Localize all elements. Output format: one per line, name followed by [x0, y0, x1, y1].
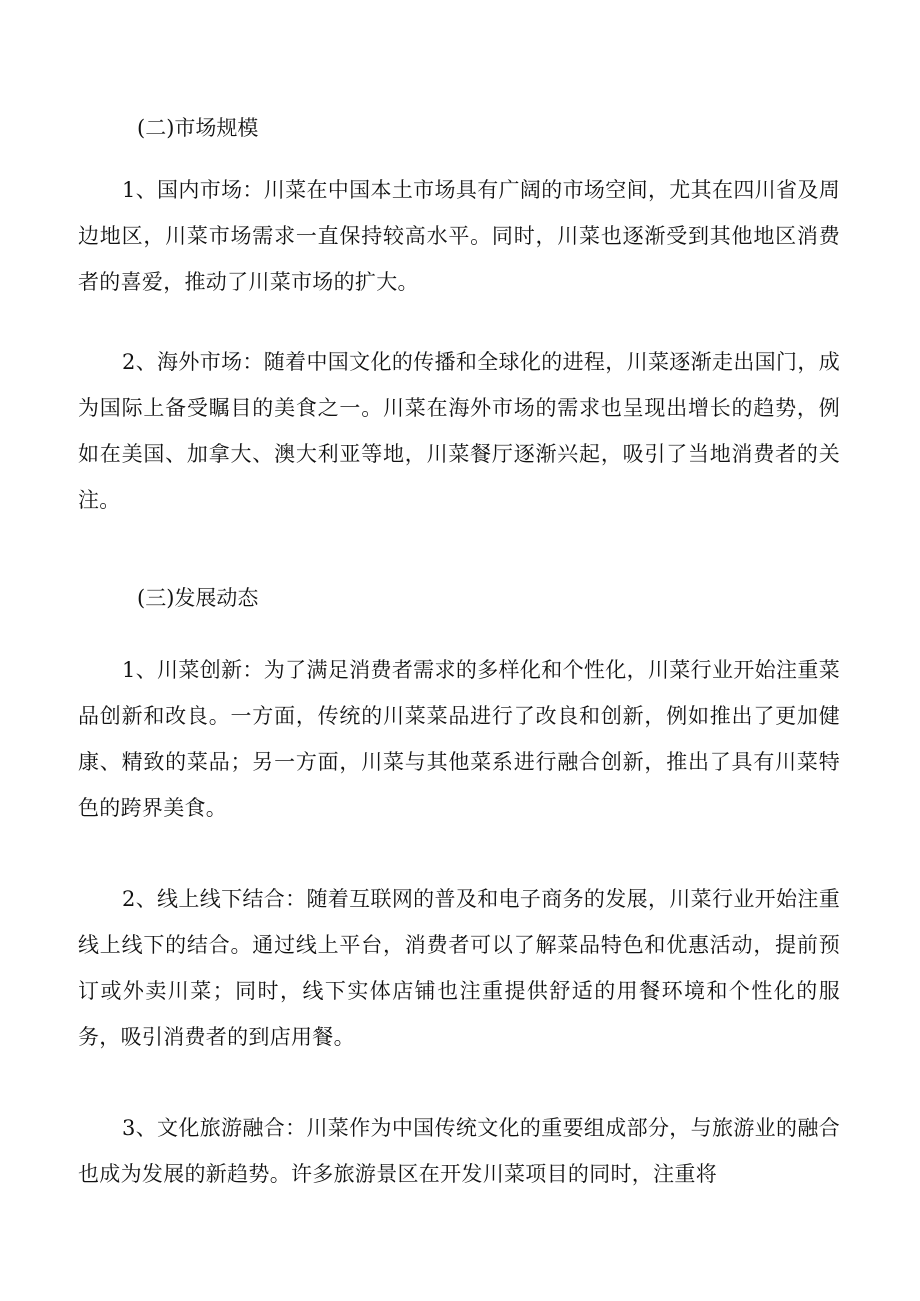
section-heading-market-scale: (二)市场规模	[137, 116, 259, 140]
paragraph-online-offline: 2、线上线下结合：随着互联网的普及和电子商务的发展，川菜行业开始注重线上线下的结合。通过线上平台，消费者可以了解菜品特色和优惠活动，提前预订或外卖川菜；同时，线下实体店铺也注重提供舒适的用餐环境和个性化的服务，吸引消费者的到店用餐。	[78, 887, 840, 1049]
paragraph-domestic-market: 1、国内市场：川菜在中国本土市场具有广阔的市场空间，尤其在四川省及周边地区，川菜市场需求一直保持较高水平。同时，川菜也逐渐受到其他地区消费者的喜爱，推动了川菜市场的扩大。	[78, 178, 840, 294]
section-heading-development: (三)发展动态	[137, 586, 259, 610]
paragraph-overseas-market: 2、海外市场：随着中国文化的传播和全球化的进程，川菜逐渐走出国门，成为国际上备受瞩目的美食之一。川菜在海外市场的需求也呈现出增长的趋势，例如在美国、加拿大、澳大利亚等地，川菜餐厅逐渐兴起，吸引了当地消费者的关注。	[78, 350, 840, 512]
paragraph-innovation: 1、川菜创新：为了满足消费者需求的多样化和个性化，川菜行业开始注重菜品创新和改良。一方面，传统的川菜菜品进行了改良和创新，例如推出了更加健康、精致的菜品；另一方面，川菜与其他菜系进行融合创新，推出了具有川菜特色的跨界美食。	[78, 658, 840, 820]
paragraph-culture-tourism: 3、文化旅游融合：川菜作为中国传统文化的重要组成部分，与旅游业的融合也成为发展的新趋势。许多旅游景区在开发川菜项目的同时，注重将	[78, 1116, 840, 1186]
